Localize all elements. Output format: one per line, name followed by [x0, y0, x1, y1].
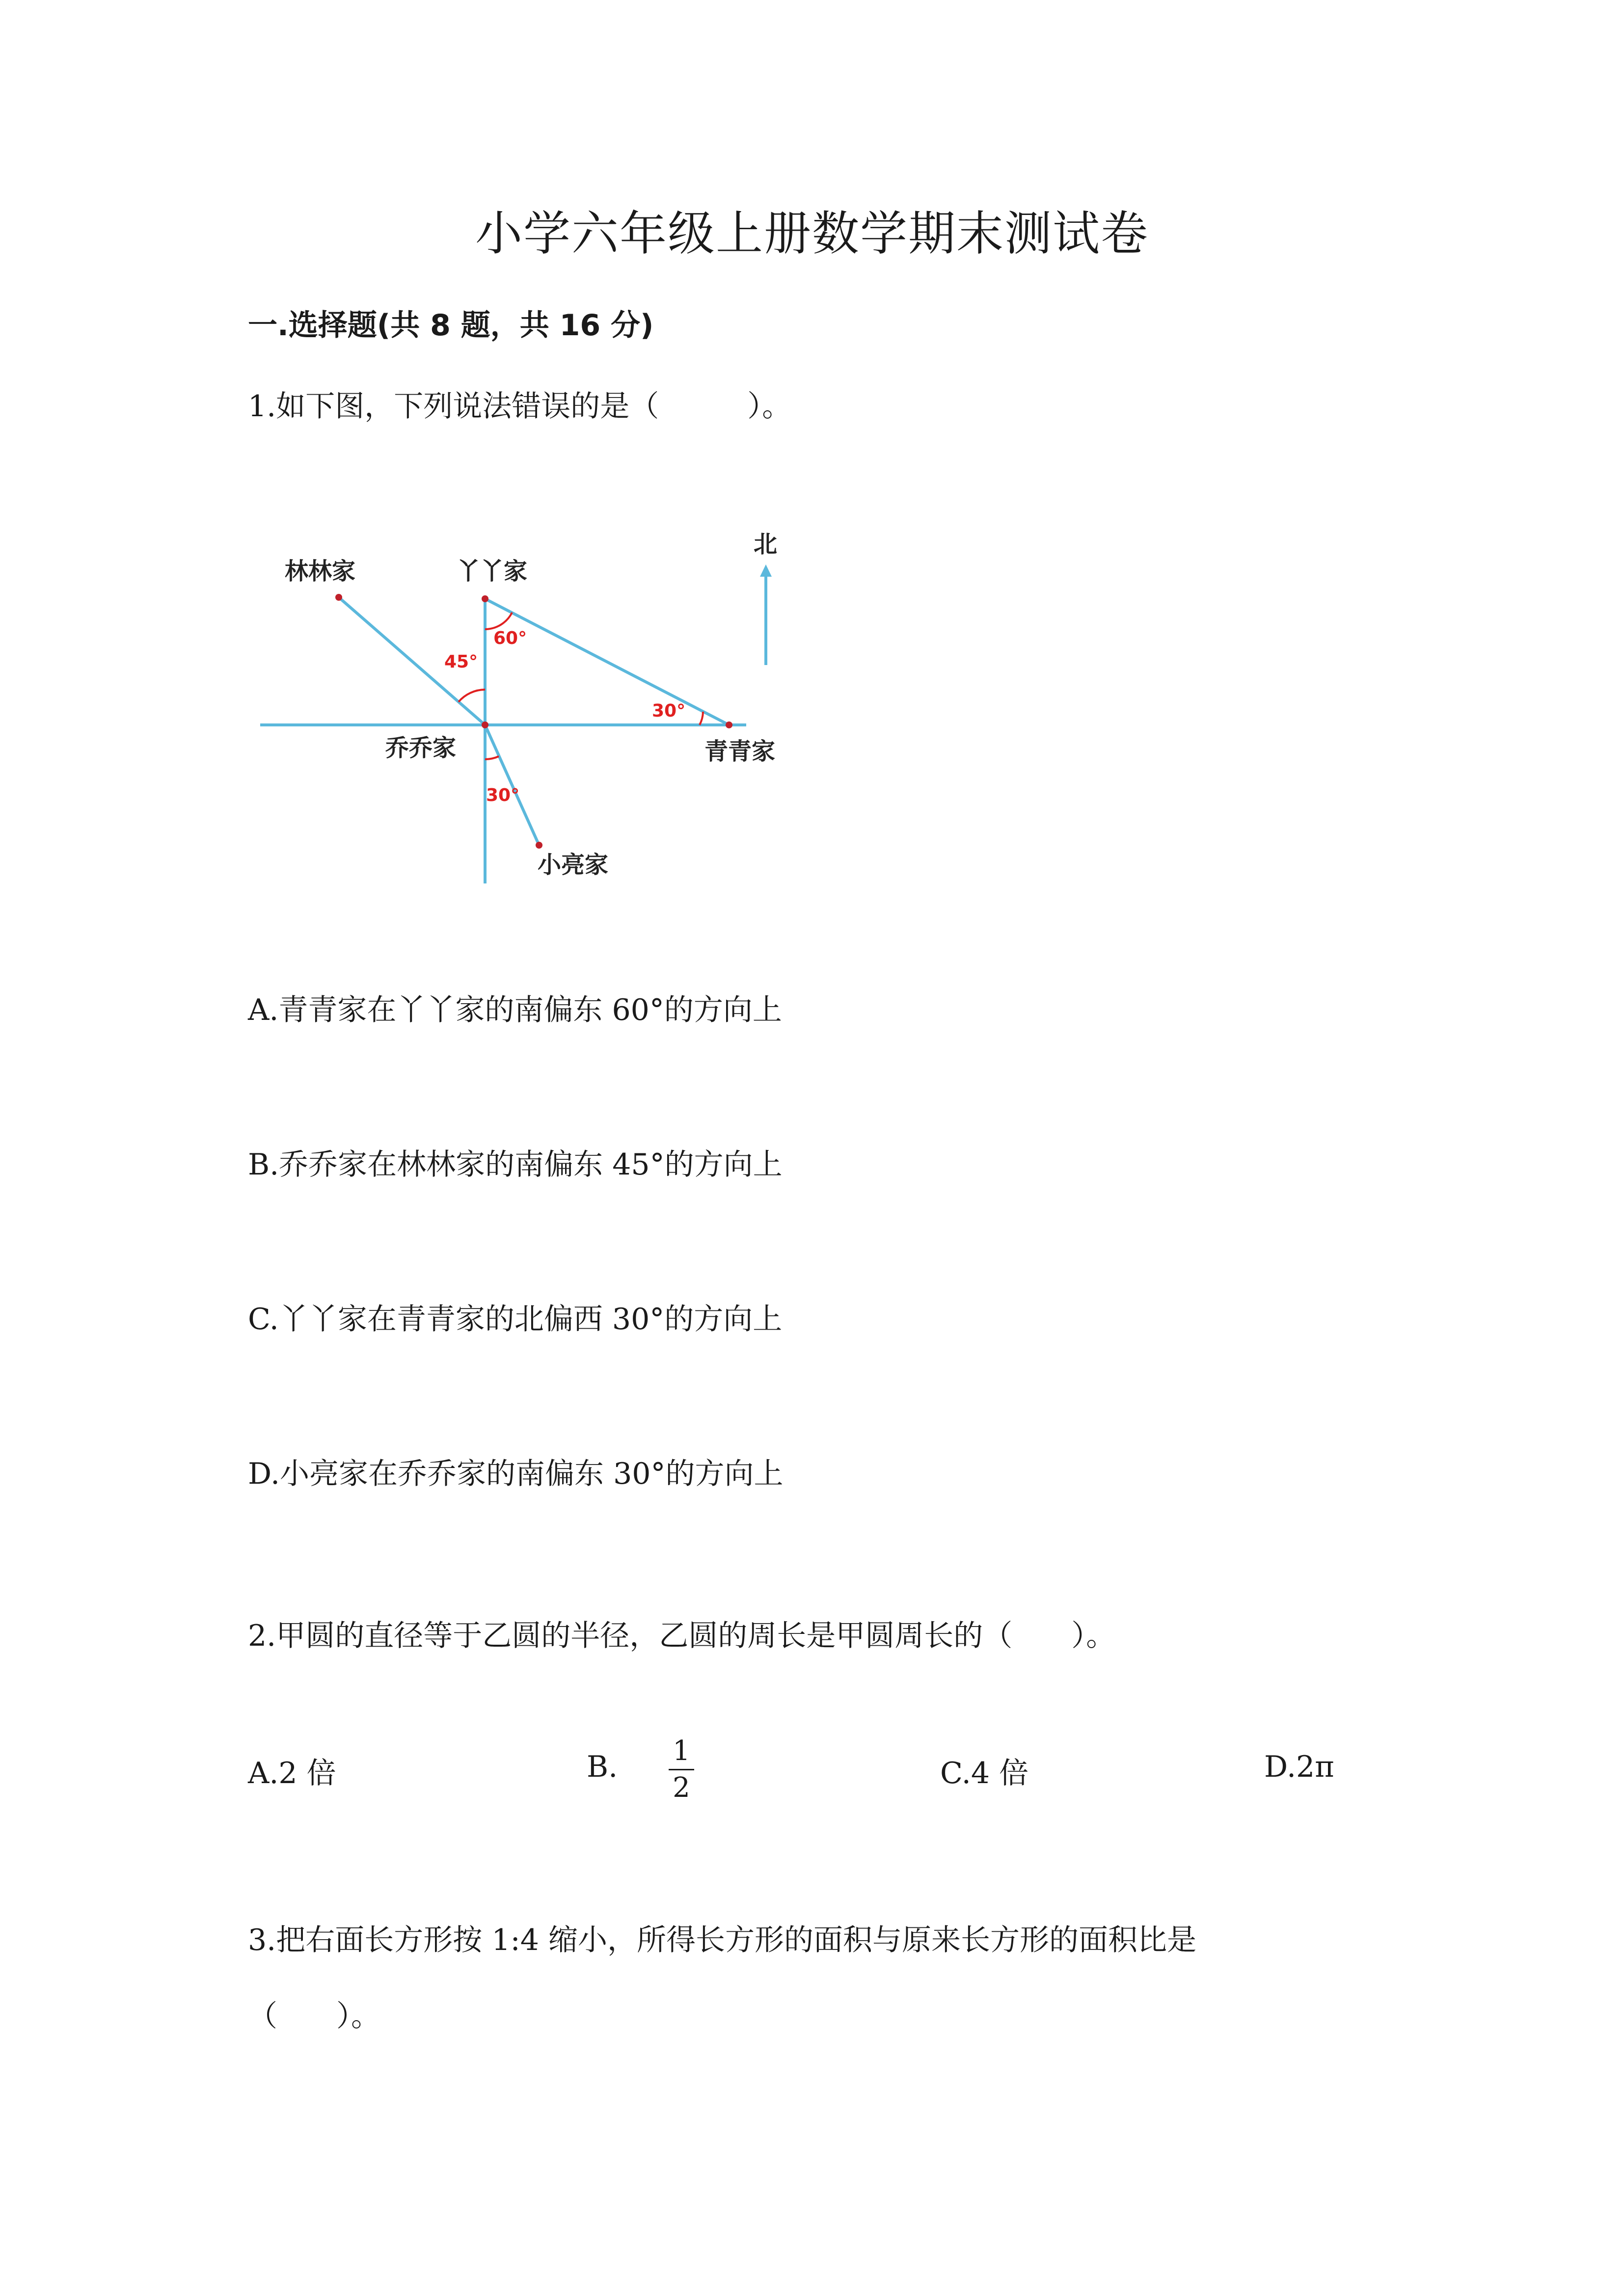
page-title: 小学六年级上册数学期末测试卷	[475, 206, 1149, 261]
angle-arc-45	[459, 690, 485, 702]
label-yaya: 丫丫家	[457, 558, 528, 585]
label-north: 北	[754, 531, 778, 558]
fraction-numerator: 1	[673, 1735, 690, 1767]
question-1-option-a: A.青青家在丫丫家的南偏东 60°的方向上	[248, 993, 782, 1027]
angle-arc-60	[485, 613, 512, 629]
question-1-prompt: 1.如下图，下列说法错误的是（ ）。	[248, 389, 792, 424]
north-arrow-head	[760, 564, 772, 577]
angle-label-60: 60°	[493, 628, 527, 648]
point-qiaoqiao	[482, 721, 488, 728]
question-2-option-a: A.2 倍	[248, 1756, 336, 1790]
label-linlin: 林林家	[285, 558, 356, 585]
fraction-denominator: 2	[673, 1772, 690, 1804]
question-2-option-c: C.4 倍	[940, 1756, 1029, 1790]
angle-label-30-bottom: 30°	[486, 785, 520, 805]
section-heading: 一.选择题(共 8 题，共 16 分)	[248, 308, 654, 343]
label-qiaoqiao: 乔乔家	[385, 734, 457, 762]
question-1-option-c: C.丫丫家在青青家的北偏西 30°的方向上	[248, 1302, 783, 1336]
question-1-option-b: B.乔乔家在林林家的南偏东 45°的方向上	[248, 1148, 783, 1182]
label-xiaoliang: 小亮家	[538, 851, 609, 879]
question-2-option-d: D.2π	[1264, 1750, 1334, 1784]
fraction-bar	[669, 1769, 694, 1770]
angle-arc-30-bottom	[485, 756, 499, 759]
angle-arc-30-right	[700, 712, 703, 725]
point-qingqing	[726, 721, 732, 728]
question-2-option-b-fraction	[667, 1737, 696, 1802]
line-yaya-qingqing	[485, 599, 729, 725]
direction-diagram	[255, 520, 805, 893]
point-linlin	[335, 594, 342, 601]
point-yaya	[482, 595, 488, 602]
label-qingqing: 青青家	[704, 738, 776, 765]
question-1-option-d: D.小亮家在乔乔家的南偏东 30°的方向上	[248, 1457, 784, 1491]
point-xiaoliang	[536, 842, 542, 849]
question-3-prompt-line-2: （ ）。	[248, 1999, 380, 2033]
angle-label-30-right: 30°	[652, 701, 686, 721]
direction-diagram-svg	[255, 520, 805, 893]
question-2-option-b: B.	[587, 1750, 618, 1784]
question-3-prompt-line-1: 3.把右面长方形按 1:4 缩小，所得长方形的面积与原来长方形的面积比是	[248, 1923, 1196, 1957]
question-2-prompt: 2.甲圆的直径等于乙圆的半径，乙圆的周长是甲圆周长的（ ）。	[248, 1619, 1116, 1653]
angle-label-45: 45°	[444, 652, 478, 672]
